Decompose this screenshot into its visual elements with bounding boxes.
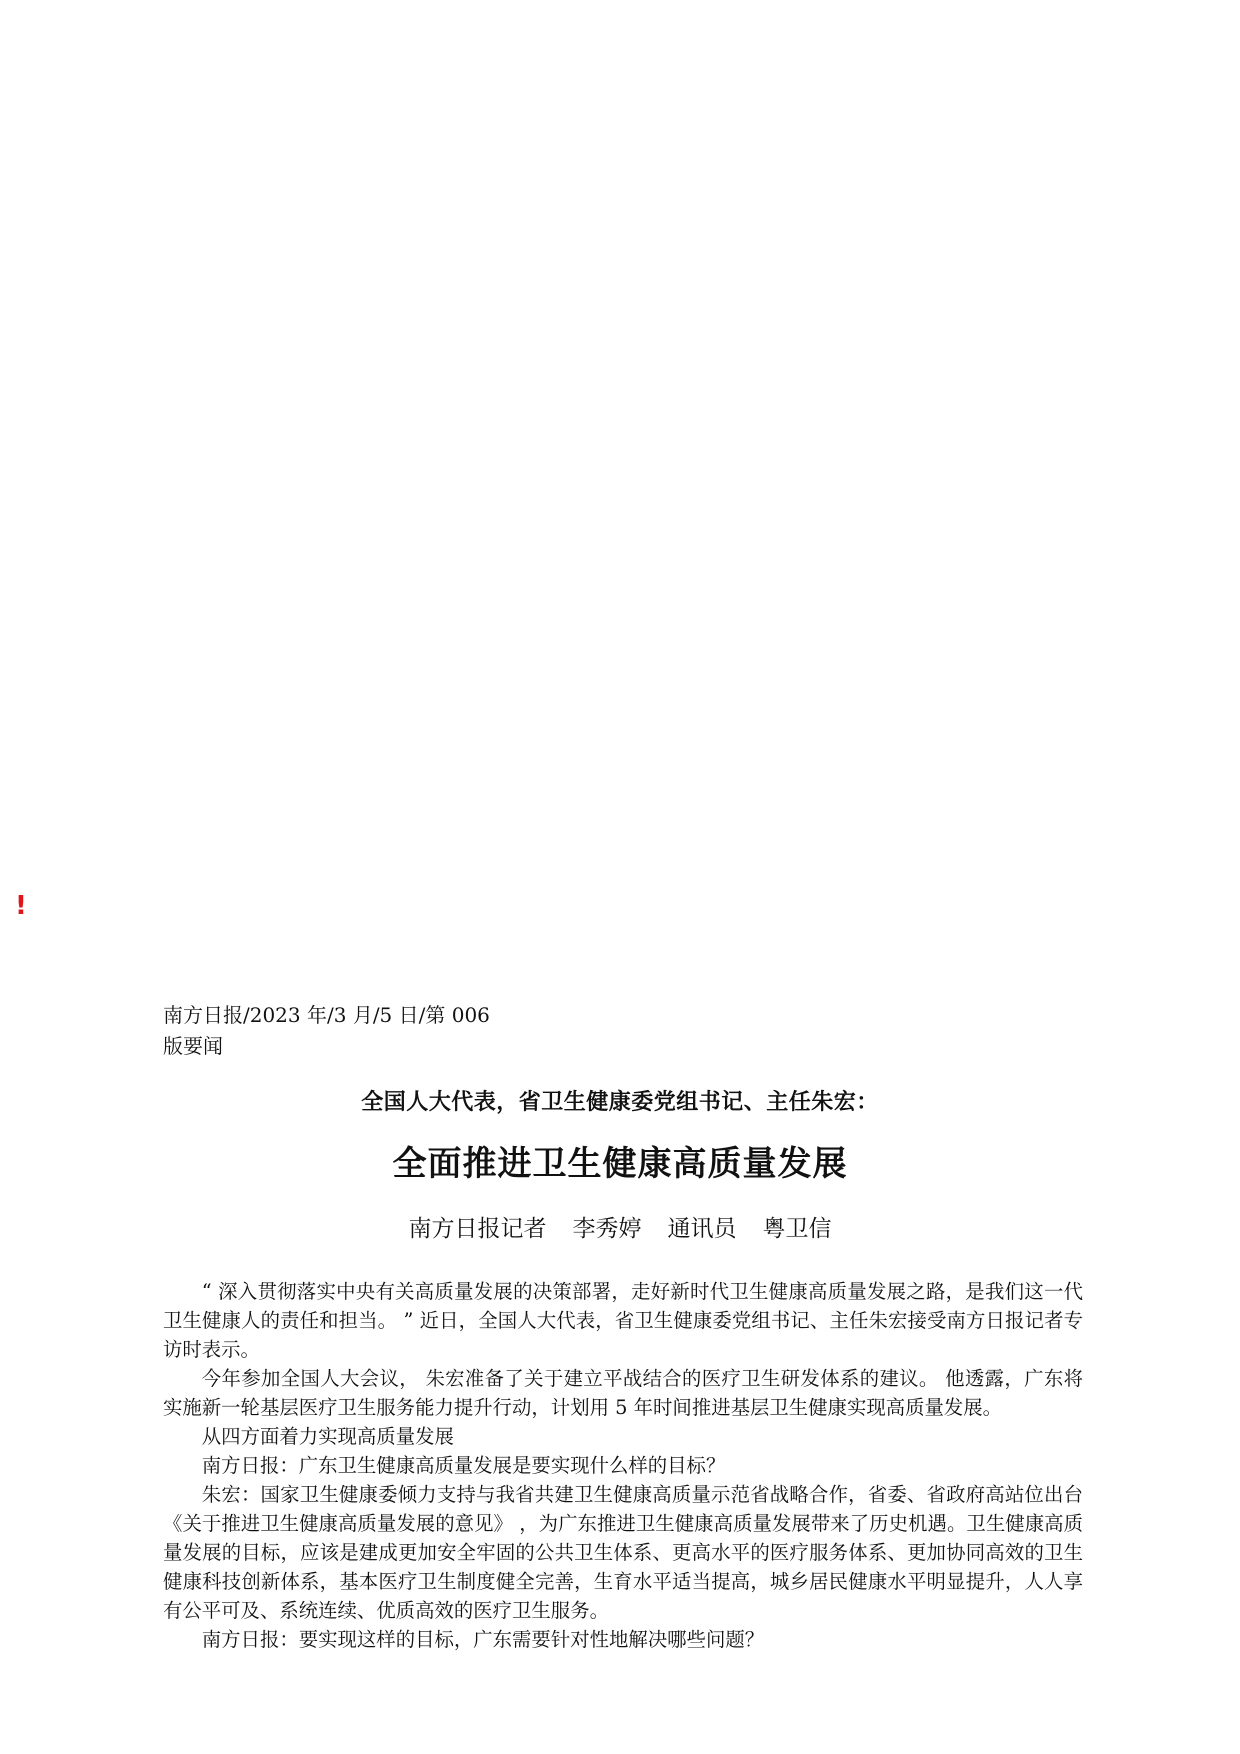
article-subheading: 全国人大代表，省卫生健康委党组书记、主任朱宏： <box>361 1090 879 1115</box>
interview-question: 南方日报：要实现这样的目标，广东需要针对性地解决哪些问题？ <box>201 1628 765 1651</box>
source-date-edition: 南方日报/2023 年/3 月/5 日/第 006 <box>163 1003 490 1027</box>
article-paragraph: “ 深入贯彻落实中央有关高质量发展的决策部署，走好新时代卫生健康高质量发展之路，是我们这一代卫生健康人的责任和担当。 ” 近日，全国人大代表，省卫生健康委党组书记、主任朱宏接受南方日报记者专访时表示。 <box>163 1280 1083 1361</box>
article-headline: 全面推进卫生健康高质量发展 <box>392 1144 848 1184</box>
byline-reporter-name: 李秀婷 <box>572 1216 642 1242</box>
red-exclamation-mark: ! <box>15 891 27 921</box>
byline-correspondent-title: 通讯员 <box>667 1216 737 1242</box>
byline-reporter-title: 南方日报记者 <box>408 1216 547 1242</box>
article-body <box>163 1277 1083 1654</box>
source-line <box>163 1000 523 1062</box>
byline <box>0 1213 1240 1245</box>
article-paragraph: 今年参加全国人大会议， 朱宏准备了关于建立平战结合的医疗卫生研发体系的建议。 他透露，广东将实施新一轮基层医疗卫生服务能力提升行动，计划用 5 年时间推进基层卫生健康实现高质量发展。 <box>163 1367 1083 1419</box>
interview-question: 南方日报：广东卫生健康高质量发展是要实现什么样的目标？ <box>201 1454 726 1477</box>
article-section-heading: 从四方面着力实现高质量发展 <box>201 1425 454 1448</box>
byline-correspondent-name: 粤卫信 <box>762 1216 832 1242</box>
interview-answer: 朱宏：国家卫生健康委倾力支持与我省共建卫生健康高质量示范省战略合作，省委、省政府高站位出台《关于推进卫生健康高质量发展的意见》 ，为广东推进卫生健康高质量发展带来了历史机遇。卫生健康高质量发展的目标，应该是建成更加安全牢固的公共卫生体系、更高水平的医疗服务体系、更加协同高效的卫生健康科技创新体系，基本医疗卫生制度健全完善，生育水平适当提高，城乡居民健康水平明显提升，人人享有公平可及、系统连续、优质高效的医疗卫生服务。 <box>163 1483 1083 1622</box>
source-section: 版要闻 <box>163 1034 223 1058</box>
